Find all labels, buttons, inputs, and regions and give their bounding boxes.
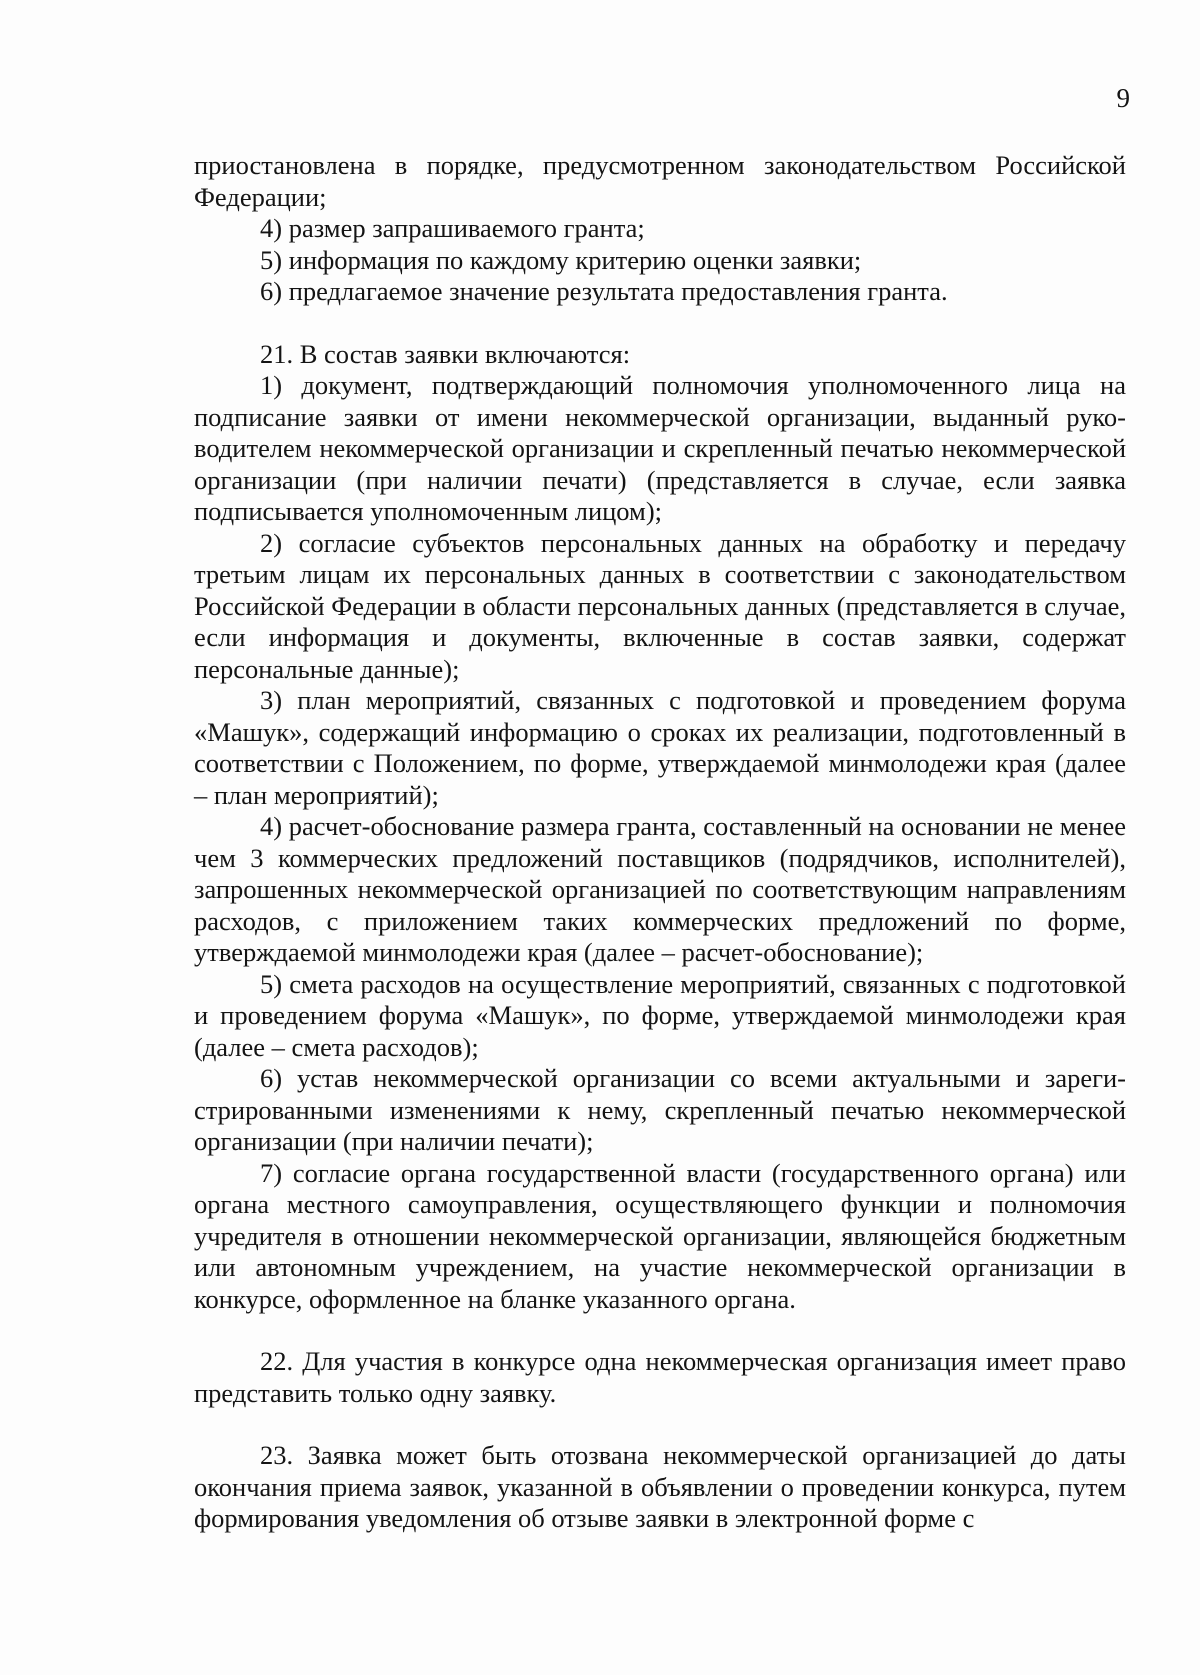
section-23: 23. Заявка может быть отозвана некоммерческой организацией до даты окончания приема заявок, указанной в объявлении о проведении конкурса, путем формирования уведомления об отзыве заявки в электронной форме с xyxy=(194,1440,1126,1533)
section-21-item-3: 3) план мероприятий, связанных с подготовкой и проведением форума «Машук», содержащий информацию о сроках их реализации, подготовленный в соответствии с Положением, по форме, утверждаемой минмолодежи края (далее – план мероприятий); xyxy=(194,685,1126,810)
list-item-5-criteria-info: 5) информация по каждому критерию оценки заявки; xyxy=(260,244,862,275)
section-21-item-4: 4) расчет-обоснование размера гранта, составленный на основании не менее чем 3 коммерческих предложений поставщиков (подрядчиков, исполнителей), запрошенных некоммерческой организацией по соответствующим направлениям расходов, с приложением таких коммерческих предложений по форме, утверждаемой минмолодежи края (далее – расчет-обоснование); xyxy=(194,811,1126,967)
section-21-item-2: 2) согласие субъектов персональных данных на обработку и передачу третьим лицам их персональных данных в соответствии с законодательством Российской Федерации в области персональных данных (представляется в случае, если информация и документы, включенные в состав заявки, содержат персональные данные); xyxy=(194,527,1126,684)
paragraph-continuation: приостановлена в порядке, предусмотренном законодательством Российской Федерации; xyxy=(194,150,1126,212)
section-21-heading: 21. В состав заявки включаются: xyxy=(260,338,631,369)
section-22: 22. Для участия в конкурсе одна некоммерческая организация имеет право представить только одну заявку. xyxy=(194,1346,1126,1408)
list-item-4-requested-grant: 4) размер запрашиваемого гранта; xyxy=(260,213,645,243)
page-number: 9 xyxy=(1116,83,1130,113)
section-21-item-6: 6) устав некоммерческой организации со всеми актуальными и зарегистрированными изменениями к нему, скрепленный печатью некоммерческой организации (при наличии печати); xyxy=(194,1063,1126,1156)
list-item-6-result-value: 6) предлагаемое значение результата предоставления гранта. xyxy=(260,276,948,306)
section-21-item-5: 5) смета расходов на осуществление мероприятий, связанных с подготовкой и проведением форума «Машук», по форме, утверждаемой минмолодежи края (далее – смета расходов); xyxy=(194,968,1126,1062)
section-21-item-7: 7) согласие органа государственной власти (государственного органа) или органа местного самоуправления, осуществляющего функции и полномочия учредителя в отношении некоммерческой организации, являющейся бюджетным или автономным учреждением, на участие некоммерческой организации в конкурсе, оформленное на бланке указанного органа. xyxy=(194,1157,1126,1314)
document-body xyxy=(194,150,1126,1535)
section-21-item-1: 1) документ, подтверждающий полномочия уполномоченного лица на подписание заявки от имени некоммерческой организации, выданный руководителем некоммерческой организации и скрепленный печатью некоммерческой организации (при наличии печати) (представляется в случае, если заявка подписывается уполномоченным лицом); xyxy=(194,370,1126,526)
